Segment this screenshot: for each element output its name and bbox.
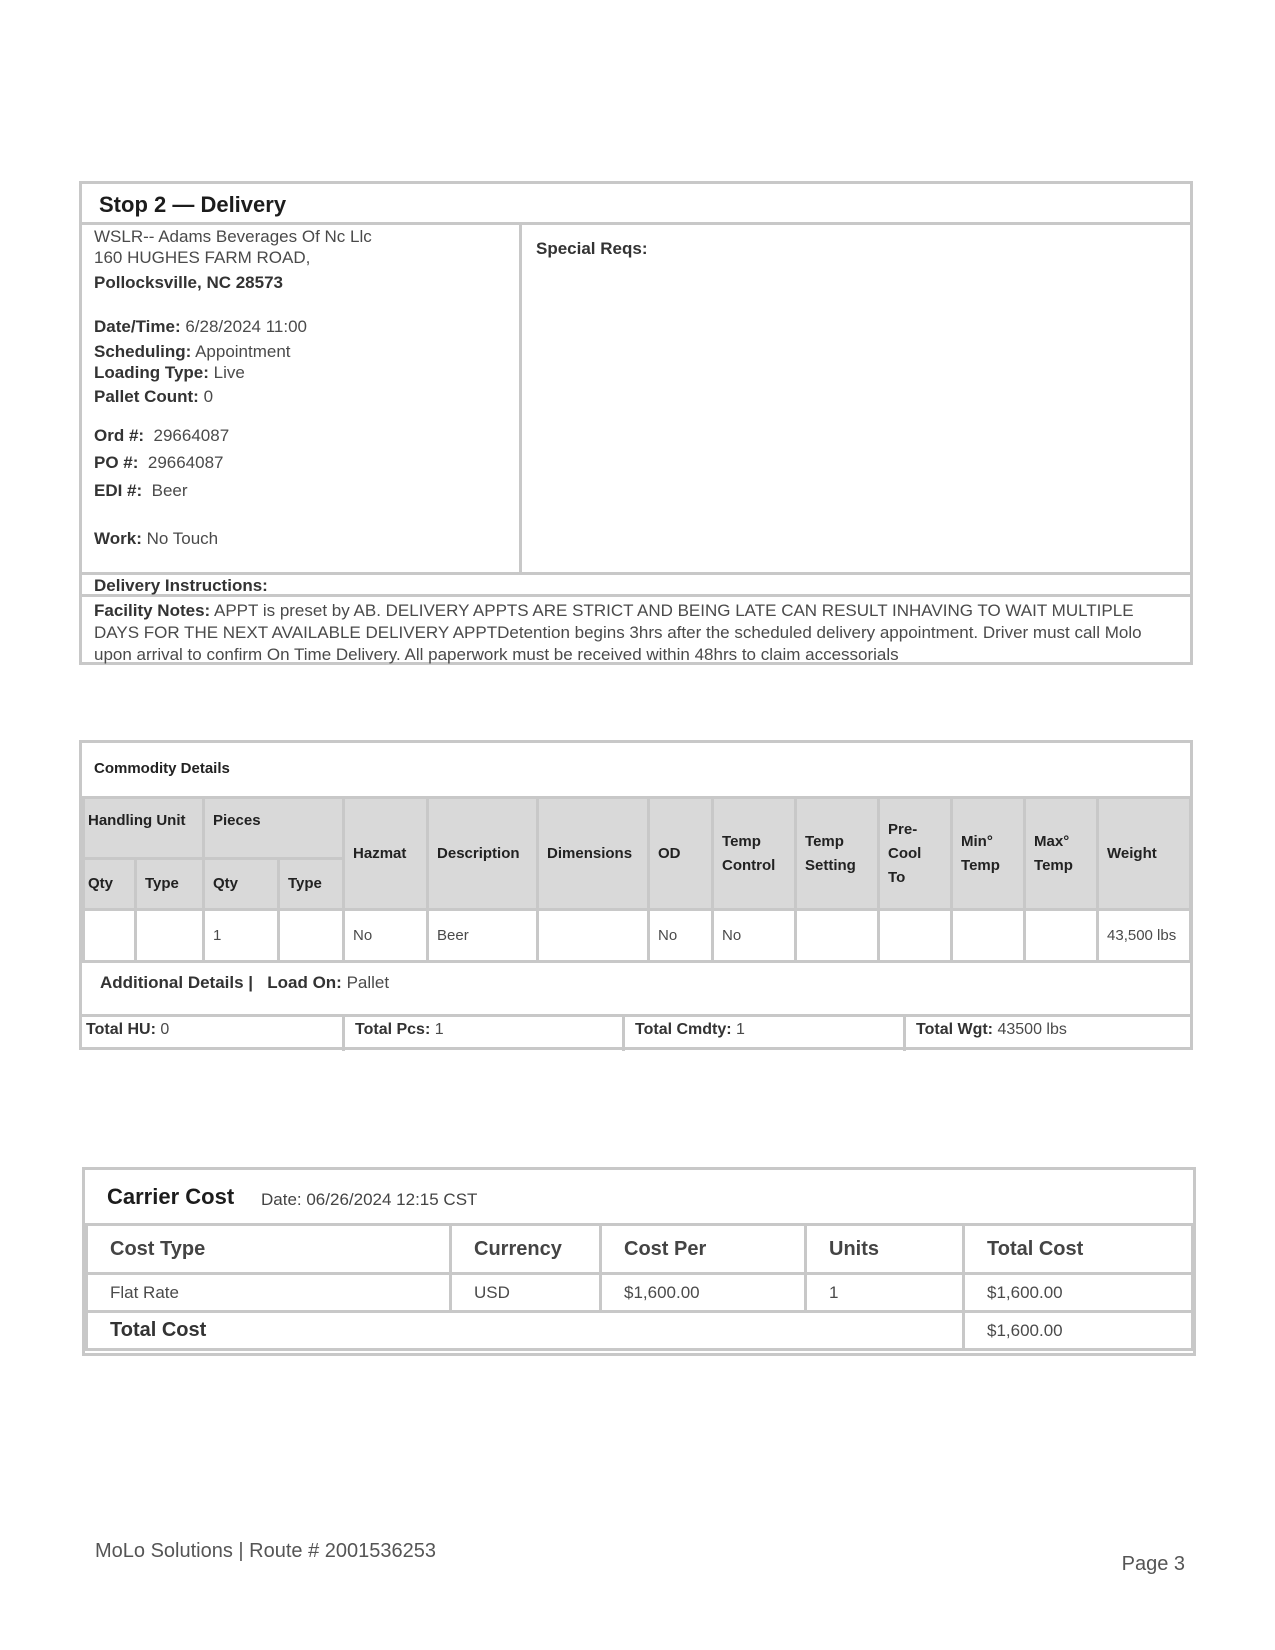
- special-reqs-panel: [522, 225, 1190, 572]
- header-pieces: Pieces: [204, 798, 344, 859]
- commodity-section: [79, 740, 1193, 1050]
- cell-cost-per: $1,600.00: [601, 1274, 806, 1312]
- scheduling-row: Scheduling: Appointment: [94, 342, 291, 361]
- cell-hu-type: [136, 910, 204, 962]
- table-row: [84, 910, 1191, 962]
- cell-temp-control: No: [713, 910, 796, 962]
- cell-temp-setting: [796, 910, 879, 962]
- facility-notes: Facility Notes: APPT is preset by AB. DELIVERY APPTS ARE STRICT AND BEING LATE CAN RESULT INHAVING TO WAIT MULTIPLE DAYS FOR THE NEXT AVAILABLE DELIVERY APPTDetention begins 3hrs after the scheduled delivery appointment. Driver must call Molo upon arrival to confirm On Time Delivery. All paperwork must be received within 48hrs to claim accessorials: [94, 601, 1142, 664]
- header-weight: Weight: [1098, 798, 1191, 910]
- total-pcs: Total Pcs: 1: [345, 1017, 625, 1051]
- special-reqs-label: Special Reqs:: [536, 239, 648, 258]
- header-min-temp: Min° Temp: [952, 798, 1025, 910]
- total-cost-label: Total Cost: [87, 1312, 964, 1350]
- total-cmdty: Total Cmdty: 1: [625, 1017, 906, 1051]
- table-row: [87, 1274, 1193, 1312]
- total-hu: Total HU: 0: [82, 1017, 345, 1051]
- cell-currency: USD: [451, 1274, 601, 1312]
- edi-number-row: EDI #: Beer: [94, 481, 188, 500]
- stop-address: 160 HUGHES FARM ROAD,: [94, 248, 311, 267]
- header-pcs-qty: Qty: [204, 859, 279, 910]
- cell-hazmat: No: [344, 910, 428, 962]
- cell-min-temp: [952, 910, 1025, 962]
- header-precool: Pre-Cool To: [879, 798, 952, 910]
- work-row: Work: No Touch: [94, 529, 219, 548]
- total-row: [87, 1312, 1193, 1350]
- stop-section: [79, 181, 1193, 665]
- additional-details: Additional Details | Load On: Pallet: [100, 973, 390, 992]
- delivery-instructions-label: Delivery Instructions:: [82, 572, 1190, 597]
- header-hu-type: Type: [136, 859, 204, 910]
- cell-weight: 43,500 lbs: [1098, 910, 1191, 962]
- header-description: Description: [428, 798, 538, 910]
- total-wgt: Total Wgt: 43500 lbs: [916, 1021, 1067, 1038]
- loading-type-row: Loading Type: Live: [94, 363, 245, 382]
- cell-hu-qty: [84, 910, 136, 962]
- header-max-temp: Max° Temp: [1025, 798, 1098, 910]
- stop-details: [82, 225, 522, 572]
- header-units: Units: [806, 1225, 964, 1274]
- commodity-totals: [82, 1014, 1190, 1051]
- datetime-row: Date/Time: 6/28/2024 11:00: [94, 317, 307, 336]
- header-temp-setting: Temp Setting: [796, 798, 879, 910]
- commodity-title: Commodity Details: [94, 760, 230, 777]
- carrier-cost-date: Date: 06/26/2024 12:15 CST: [261, 1190, 478, 1209]
- carrier-cost-title: Carrier Cost: [107, 1184, 235, 1209]
- cell-dimensions: [538, 910, 649, 962]
- header-hu-qty: Qty: [84, 859, 136, 910]
- header-pcs-type: Type: [279, 859, 344, 910]
- header-cost-per: Cost Per: [601, 1225, 806, 1274]
- commodity-table: [82, 796, 1192, 963]
- total-cost-value: $1,600.00: [964, 1312, 1193, 1350]
- header-cost-type: Cost Type: [87, 1225, 451, 1274]
- carrier-cost-table: [85, 1223, 1194, 1351]
- header-hazmat: Hazmat: [344, 798, 428, 910]
- cell-units: 1: [806, 1274, 964, 1312]
- header-dimensions: Dimensions: [538, 798, 649, 910]
- cell-od: No: [649, 910, 713, 962]
- pallet-count-row: Pallet Count: 0: [94, 387, 214, 406]
- carrier-cost-section: [82, 1167, 1196, 1356]
- cell-total-cost: $1,600.00: [964, 1274, 1193, 1312]
- ord-number-row: Ord #: 29664087: [94, 426, 230, 445]
- header-currency: Currency: [451, 1225, 601, 1274]
- cell-cost-type: Flat Rate: [87, 1274, 451, 1312]
- cell-pcs-qty: 1: [204, 910, 279, 962]
- header-total-cost: Total Cost: [964, 1225, 1193, 1274]
- header-temp-control: Temp Control: [713, 798, 796, 910]
- header-od: OD: [649, 798, 713, 910]
- stop-name: WSLR-- Adams Beverages Of Nc Llc: [94, 227, 372, 246]
- po-number-row: PO #: 29664087: [94, 453, 224, 472]
- cell-max-temp: [1025, 910, 1098, 962]
- stop-title: Stop 2 — Delivery: [82, 184, 1190, 225]
- stop-city: Pollocksville, NC 28573: [94, 273, 283, 292]
- page-number: Page 3: [1121, 1553, 1185, 1575]
- footer-route: MoLo Solutions | Route # 2001536253: [95, 1540, 437, 1562]
- cell-description: Beer: [428, 910, 538, 962]
- cell-precool: [879, 910, 952, 962]
- cell-pcs-type: [279, 910, 344, 962]
- header-handling-unit: Handling Unit: [84, 798, 204, 859]
